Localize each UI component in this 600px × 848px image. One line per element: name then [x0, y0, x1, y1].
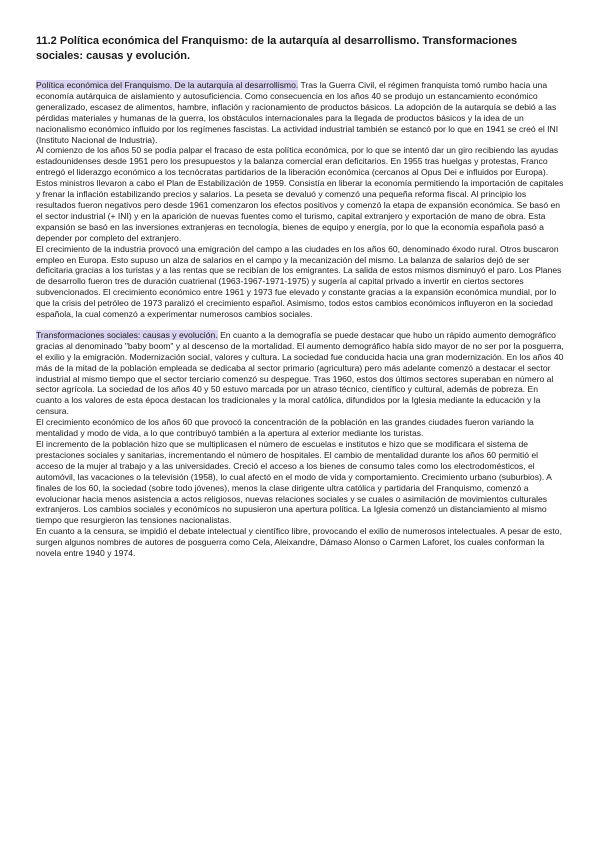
section-spacer	[36, 320, 564, 330]
section1-p1-text: Tras la Guerra Civil, el régimen franquista tomó rumbo hacia una economía autárquica de aislamiento y autosuficiencia. Como consecuencia en los años 40 se produjo un estancamiento económico generalizado, escasez de alimentos, hambre, inflación y racionamiento de productos básicos. La adopción de la autarquía se debió a las pérdidas materiales y humanas de la guerra, los obstáculos internacionales para la llegada de productos básicos y la idea de un nacionalismo económico influido por los regímenes fascistas. La actividad industrial también se estancó por lo que en 1941 se creó el INI (Instituto Nacional de Industria).	[36, 80, 559, 145]
section1-paragraph-2: Al comienzo de los años 50 se podía palpar el fracaso de esta política económica, por lo que se intentó dar un giro recibiendo las ayudas estadounidenses desde 1951 pero los presupuestos y la balanza comercial eran deficitarios. En 1955 tras huelgas y protestas, Franco entregó el liderazgo económico a los tecnócratas partidarios de la liberación económica (cercanos al Opus Dei e influidos por Europa). Estos ministros llevaron a cabo el Plan de Estabilización de 1959. Consistía en liberar la economía permitiendo la importación de capitales y frenar la inflación estabilizando precios y salarios. La peseta se devaluó y comenzó una pequeña reforma fiscal. Al principio los resultados fueron negativos pero desde 1961 comenzaron los efectos positivos y comenzó la etapa de expansión económica. Se basó en el sector industrial (+ INI) y en la aparición de nuevas fuentes como el turismo, capital extranjero y exportación de mano de obra. Esta expansión se basó en las inversiones extranjeras en tecnología, bienes de equipo y energía, por lo que la economía española pasó a depender por completo del extranjero.	[36, 145, 564, 243]
section2-paragraph-1	[36, 330, 564, 417]
section2-paragraph-2: El crecimiento económico de los años 60 que provocó la concentración de la población en las grandes ciudades fueron variando la mentalidad y modo de vida, a lo que contribuyó también a la apertura al exterior mediante los turistas.	[36, 417, 534, 439]
section2-paragraph-4: En cuanto a la censura, se impidió el debate intelectual y científico libre, provocando el exilio de numerosos intelectuales. A pesar de esto, surgen algunos nombres de autores de posguerra como Cela, Aleixandre, Dámaso Alonso o Carmen Laforet, los cuales conforman la novela entre 1940 y 1974.	[36, 526, 562, 559]
section1-heading: Política económica del Franquismo. De la autarquía al desarrollismo.	[36, 80, 299, 90]
section2-p1-text: En cuanto a la demografía se puede destacar que hubo un rápido aumento demográfico gracias al denominado "baby boom" y al descenso de la mortalidad. El aumento demográfico había sido mayor de no ser por la posguerra, el exilio y la emigración. Modernización social, valores y cultura. La sociedad fue conducida hacia una gran modernización. En los años 40 más de la mitad de la población empleada se dedicaba al sector primario (agricultura) pero más adelante comenzó a destacar el sector industrial al mismo tiempo que el sector terciario comenzó su despegue. Tras 1960, estos dos últimos sectores superaban en número al sector agrícola. La sociedad de los años 40 y 50 estuvo marcada por un atraso técnico, científico y cultural, además de pobreza. En cuanto a los valores de esta época destacan los tradicionales y la moral católica, difundidos por la Iglesia mediante la educación y la censura.	[36, 329, 564, 417]
section2-paragraph-3: El incremento de la población hizo que se multiplicasen el número de escuelas e institutos e hizo que se modificara el sistema de prestaciones sociales y sanitarias, incrementando el número de hospitales. El cambio de mentalidad durante los años 60 permitió el acceso de la mujer al trabajo y a las universidades. Creció el acceso a los bienes de consumo tales como los electrodomésticos, el automóvil, las vacaciones o la televisión (1958), lo cual afectó en el modo de vida y comportamiento. Crecimiento urbano (suburbios). A finales de los 60, la sociedad (sobre todo jóvenes), menos la clase dirigente ultra católica y partidaria del Franquismo, comenzó a evolucionar hacia menos asistencia a actos religiosos, nuevas relaciones sociales y se cuales o asimilación de movimientos culturales extranjeros. Los cambios sociales y económicos no supusieron una apertura política. La Iglesia comenzó un distanciamiento al mismo tiempo que resurgieron las tensiones nacionalistas.	[36, 439, 552, 526]
page-title: 11.2 Política económica del Franquismo: de la autarquía al desarrollismo. Transformaciones sociales: causas y evolución.	[36, 35, 518, 62]
section1-paragraph-1	[36, 80, 564, 145]
section2-heading: Transformaciones sociales: causas y evolución.	[36, 329, 218, 340]
section1-paragraph-3: El crecimiento de la industria provocó una emigración del campo a las ciudades en los años 60, denominado éxodo rural. Otros buscaron empleo en Europa. Esto supuso un alza de salarios en el campo y la mecanización del mismo. La balanza de salarios dejó de ser deficitaria gracias a los turistas y a las rentas que se recibían de los emigrantes. La salida de estos mismos disminuyó el paro. Los Planes de desarrollo fueron tres de duración cuatrienal (1963-1967-1971-1975) y sugería al capital privado a invertir en ciertos sectores subvencionados. El crecimiento económico entre 1961 y 1973 fue elevado y constante gracias a la expansión económica mundial, por lo que la crisis del petróleo de 1973 paralizó el crecimiento español. Asimismo, todos estos cambios económicos influyeron en la sociedad española, la cual comenzó a experimentar numerosos cambios sociales.	[36, 243, 562, 320]
